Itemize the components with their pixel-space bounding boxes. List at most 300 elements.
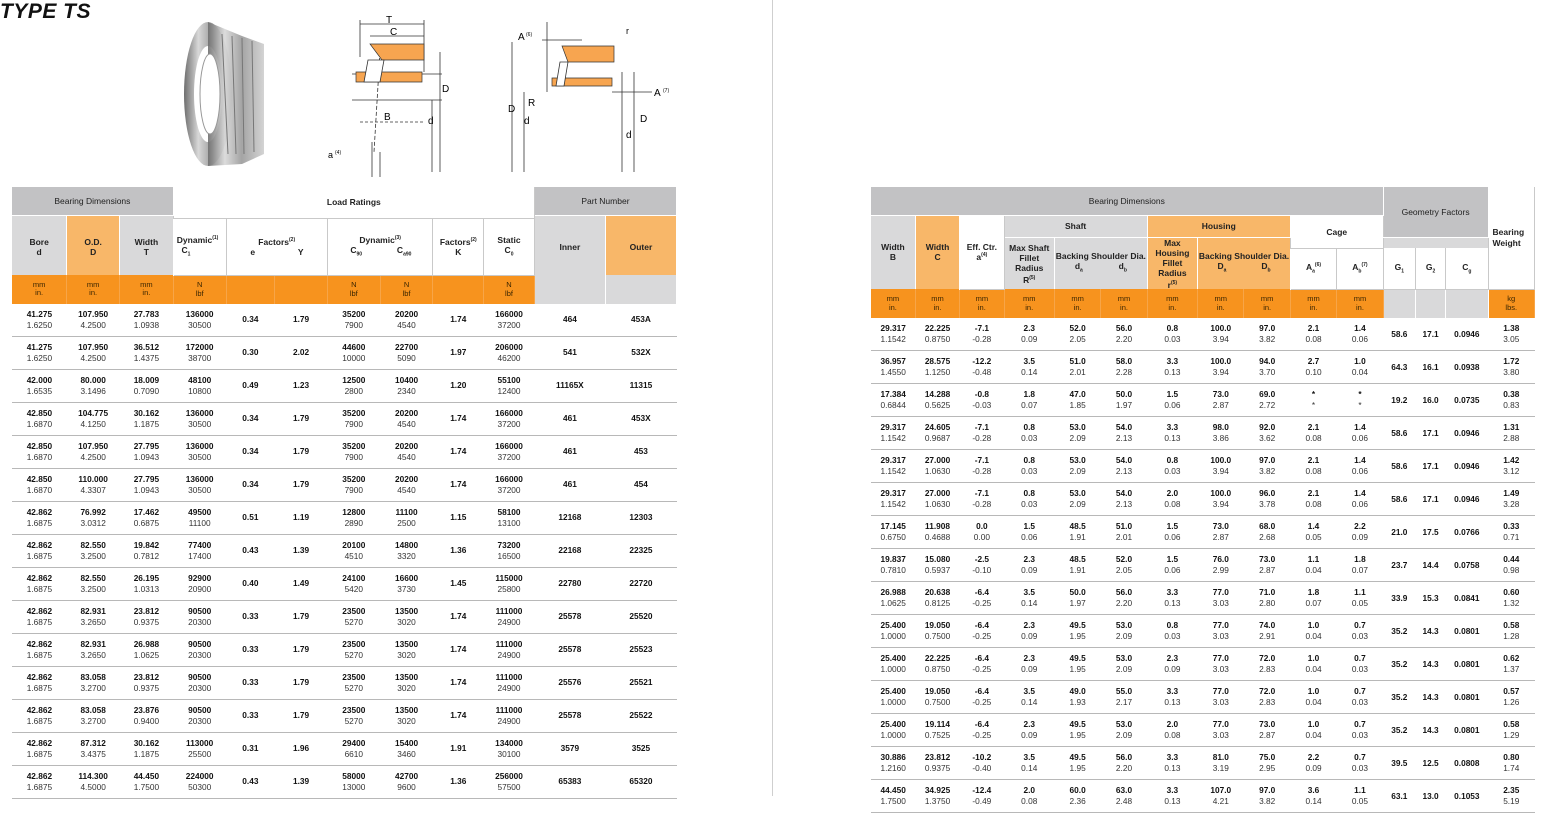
- cell-a: -0.8 -0.03: [960, 383, 1004, 416]
- cell-cg: 0.0758: [1446, 548, 1488, 581]
- cell-g2: 16.1: [1415, 350, 1445, 383]
- cell-static-c0: 115000 25800: [484, 567, 535, 600]
- cell-weight: 1.38 3.05: [1488, 318, 1534, 351]
- cell-weight: 1.42 3.12: [1488, 449, 1534, 482]
- cell-od: 87.312 3.4375: [67, 732, 120, 765]
- cell-od: 82.931 3.2650: [67, 633, 120, 666]
- hdr-G2: $G_2$: [1415, 248, 1445, 289]
- unit-cell: kg lbs.: [1488, 289, 1534, 318]
- cell-k: 1.20: [433, 369, 484, 402]
- cell-a: -7.1 -0.28: [960, 449, 1004, 482]
- cell-inner-part: 461: [534, 402, 605, 435]
- cell-c: 34.925 1.3750: [915, 779, 959, 812]
- cell-g1: 35.2: [1383, 614, 1415, 647]
- cell-y: 1.79: [275, 633, 328, 666]
- cell-e: 0.33: [226, 666, 275, 699]
- cell-db: 56.0 2.20: [1101, 581, 1147, 614]
- table-row: [12, 600, 677, 633]
- cell-da: 47.0 1.85: [1054, 383, 1100, 416]
- cell-od: 82.550 3.2500: [67, 534, 120, 567]
- cell-e: 0.31: [226, 732, 275, 765]
- load-ratings-table: [12, 187, 677, 799]
- unit-cell: mm in.: [67, 275, 120, 304]
- hdr-bearing-dimensions-r: Bearing Dimensions: [871, 187, 1383, 215]
- cell-inner-part: 65383: [534, 765, 605, 798]
- cell-r: 3.5 0.14: [1004, 746, 1054, 779]
- cell-weight: 1.31 2.88: [1488, 416, 1534, 449]
- table-row: [871, 647, 1535, 680]
- cell-c90: 29400 6610: [327, 732, 380, 765]
- cell-db: 54.0 2.13: [1101, 449, 1147, 482]
- cell-g1: 58.6: [1383, 416, 1415, 449]
- label-Da: D: [508, 104, 516, 115]
- unit-cell: mm in.: [1244, 289, 1290, 318]
- cell-k: 1.45: [433, 567, 484, 600]
- cell-a: 0.0 0.00: [960, 515, 1004, 548]
- cell-inner-part: 25578: [534, 600, 605, 633]
- label-Db: D: [640, 114, 648, 125]
- cell-weight: 0.58 1.29: [1488, 713, 1534, 746]
- mounting-diagram: [502, 22, 687, 182]
- cell-c90: 12800 2890: [327, 501, 380, 534]
- cell-ca90: 20200 4540: [380, 435, 433, 468]
- cell-outer-part: 12303: [605, 501, 676, 534]
- table-row: [871, 515, 1535, 548]
- cell-ab: 1.4 0.06: [1337, 416, 1383, 449]
- cell-ca90: 13500 3020: [380, 600, 433, 633]
- cell-r: 1.5 0.06: [1147, 383, 1197, 416]
- cell-outer-part: 25523: [605, 633, 676, 666]
- cell-r: 2.3 0.09: [1004, 614, 1054, 647]
- cell-bore: 42.862 1.6875: [12, 732, 67, 765]
- cell-weight: 0.80 1.74: [1488, 746, 1534, 779]
- cell-da: 77.0 3.03: [1198, 680, 1244, 713]
- unit-cell: [1415, 289, 1445, 318]
- cell-r: 0.8 0.03: [1147, 449, 1197, 482]
- cell-e: 0.33: [226, 633, 275, 666]
- cell-ca90: 14800 3320: [380, 534, 433, 567]
- cell-ca90: 20200 4540: [380, 402, 433, 435]
- cell-ab: 1.1 0.05: [1337, 581, 1383, 614]
- label-db: d: [524, 116, 530, 127]
- unit-cell: mm in.: [1147, 289, 1197, 318]
- cell-y: 1.79: [275, 468, 328, 501]
- cell-cg: 0.0801: [1446, 647, 1488, 680]
- cell-static-c0: 166000 37200: [484, 435, 535, 468]
- cell-db: 53.0 2.09: [1101, 713, 1147, 746]
- cell-db: 54.0 2.13: [1101, 482, 1147, 515]
- unit-cell: N lbf: [484, 275, 535, 304]
- cell-g2: 14.3: [1415, 647, 1445, 680]
- cell-g1: 63.1: [1383, 779, 1415, 812]
- cell-r: 3.3 0.13: [1147, 680, 1197, 713]
- cell-ab: 2.2 0.09: [1337, 515, 1383, 548]
- cell-k: 1.74: [433, 435, 484, 468]
- cell-outer-part: 22720: [605, 567, 676, 600]
- cell-aa: 1.4 0.05: [1290, 515, 1336, 548]
- cell-c90: 58000 13000: [327, 765, 380, 798]
- cell-inner-part: 25576: [534, 666, 605, 699]
- label-Aa: A: [518, 32, 525, 43]
- cell-dynamic-c1: 136000 30500: [173, 435, 226, 468]
- table-row: [12, 336, 677, 369]
- unit-cell: N lbf: [173, 275, 226, 304]
- cell-c90: 44600 10000: [327, 336, 380, 369]
- cell-od: 76.992 3.0312: [67, 501, 120, 534]
- table-row: [12, 732, 677, 765]
- cell-ab: 0.7 0.03: [1337, 680, 1383, 713]
- unit-cell: [1383, 289, 1415, 318]
- cell-r: 3.3 0.13: [1147, 581, 1197, 614]
- cell-r: 3.5 0.14: [1004, 581, 1054, 614]
- cell-weight: 0.62 1.37: [1488, 647, 1534, 680]
- cell-r: 3.5 0.14: [1004, 680, 1054, 713]
- cell-r: 1.5 0.06: [1147, 515, 1197, 548]
- cell-db: 97.0 3.82: [1244, 449, 1290, 482]
- cell-aa: 1.0 0.04: [1290, 713, 1336, 746]
- cell-cg: 0.0808: [1446, 746, 1488, 779]
- cell-e: 0.33: [226, 600, 275, 633]
- cell-c: 24.605 0.9687: [915, 416, 959, 449]
- cell-dynamic-c1: 136000 30500: [173, 304, 226, 337]
- cell-r: 1.5 0.06: [1147, 548, 1197, 581]
- table-row: [12, 304, 677, 337]
- cell-ab: 0.7 0.03: [1337, 614, 1383, 647]
- unit-cell: [605, 275, 676, 304]
- table-row: [871, 746, 1535, 779]
- cell-cg: 0.0841: [1446, 581, 1488, 614]
- hdr-housing: Housing: [1147, 215, 1290, 237]
- cell-g1: 35.2: [1383, 713, 1415, 746]
- cell-a: -6.4 -0.25: [960, 680, 1004, 713]
- cell-k: 1.91: [433, 732, 484, 765]
- cell-aa: 1.1 0.04: [1290, 548, 1336, 581]
- cell-dynamic-c1: 172000 38700: [173, 336, 226, 369]
- cell-a: -12.2 -0.48: [960, 350, 1004, 383]
- unit-cell: mm in.: [12, 275, 67, 304]
- unit-cell: [275, 275, 328, 304]
- cell-width: 27.795 1.0943: [120, 468, 174, 501]
- cell-da: 77.0 3.03: [1198, 647, 1244, 680]
- cell-outer-part: 25521: [605, 666, 676, 699]
- cell-dynamic-c1: 90500 20300: [173, 600, 226, 633]
- table-row: [871, 350, 1535, 383]
- cell-e: 0.30: [226, 336, 275, 369]
- units-row-r: [871, 289, 1535, 318]
- cell-b: 44.450 1.7500: [871, 779, 915, 812]
- cell-bore: 42.862 1.6875: [12, 765, 67, 798]
- cell-db: 68.0 2.68: [1244, 515, 1290, 548]
- cell-da: 49.5 1.95: [1054, 647, 1100, 680]
- cell-k: 1.36: [433, 765, 484, 798]
- cell-aa: 2.7 0.10: [1290, 350, 1336, 383]
- cell-g1: 35.2: [1383, 647, 1415, 680]
- cell-r: 1.5 0.06: [1004, 515, 1054, 548]
- cell-db: 71.0 2.80: [1244, 581, 1290, 614]
- cell-e: 0.34: [226, 435, 275, 468]
- cell-ca90: 42700 9600: [380, 765, 433, 798]
- cell-bore: 42.000 1.6535: [12, 369, 67, 402]
- cell-bore: 41.275 1.6250: [12, 304, 67, 337]
- cell-y: 1.39: [275, 765, 328, 798]
- cell-da: 77.0 3.03: [1198, 713, 1244, 746]
- cell-a: -6.4 -0.25: [960, 614, 1004, 647]
- cell-od: 110.000 4.3307: [67, 468, 120, 501]
- table-row: [871, 318, 1535, 351]
- hdr-static: Static $C_0$: [484, 218, 535, 275]
- dimensions-table: [871, 187, 1535, 813]
- cell-cg: 0.1053: [1446, 779, 1488, 812]
- cell-aa: 2.2 0.09: [1290, 746, 1336, 779]
- hdr-cage: Cage: [1290, 215, 1383, 248]
- cell-da: 48.5 1.91: [1054, 548, 1100, 581]
- cell-outer-part: 453A: [605, 304, 676, 337]
- cell-da: 73.0 2.87: [1198, 515, 1244, 548]
- cell-r: 2.3 0.09: [1147, 647, 1197, 680]
- label-r: r: [626, 26, 629, 36]
- cell-ab: 1.1 0.05: [1337, 779, 1383, 812]
- label-D: D: [442, 84, 450, 95]
- cell-a: -6.4 -0.25: [960, 647, 1004, 680]
- table-row: [12, 501, 677, 534]
- cell-width: 44.450 1.7500: [120, 765, 174, 798]
- hdr-G1: $G_1$: [1383, 248, 1415, 289]
- cell-k: 1.97: [433, 336, 484, 369]
- cell-b: 29.317 1.1542: [871, 416, 915, 449]
- cell-ab: 0.7 0.03: [1337, 713, 1383, 746]
- cell-b: 29.317 1.1542: [871, 449, 915, 482]
- hdr-bore: Bore d: [12, 218, 67, 275]
- cell-c90: 23500 5270: [327, 666, 380, 699]
- cell-c: 19.114 0.7525: [915, 713, 959, 746]
- cell-b: 30.886 1.2160: [871, 746, 915, 779]
- cell-ab: 1.4 0.06: [1337, 449, 1383, 482]
- cell-r: 3.3 0.13: [1147, 779, 1197, 812]
- cell-aa: 3.6 0.14: [1290, 779, 1336, 812]
- table-row: [12, 765, 677, 798]
- cell-k: 1.74: [433, 666, 484, 699]
- cell-outer-part: 532X: [605, 336, 676, 369]
- cell-bore: 42.850 1.6870: [12, 402, 67, 435]
- table-row: [12, 402, 677, 435]
- cell-e: 0.40: [226, 567, 275, 600]
- cell-db: 92.0 3.62: [1244, 416, 1290, 449]
- cell-width: 26.988 1.0625: [120, 633, 174, 666]
- cell-outer-part: 65320: [605, 765, 676, 798]
- cell-b: 17.384 0.6844: [871, 383, 915, 416]
- cell-g2: 14.3: [1415, 713, 1445, 746]
- hdr-bearing-weight: Bearing Weight: [1488, 187, 1534, 289]
- cell-inner-part: 541: [534, 336, 605, 369]
- hdr-backing-shoulder-housing: Backing Shoulder Dia. $D_a$ $D_b$: [1198, 237, 1291, 289]
- cell-outer-part: 3525: [605, 732, 676, 765]
- cell-a: -10.2 -0.40: [960, 746, 1004, 779]
- cell-g1: 19.2: [1383, 383, 1415, 416]
- cell-da: 73.0 2.87: [1198, 383, 1244, 416]
- label-C: C: [390, 27, 398, 38]
- cell-static-c0: 111000 24900: [484, 699, 535, 732]
- cell-ca90: 10400 2340: [380, 369, 433, 402]
- cell-cg: 0.0946: [1446, 482, 1488, 515]
- cell-c: 14.288 0.5625: [915, 383, 959, 416]
- table-row: [12, 468, 677, 501]
- cell-r: 2.3 0.09: [1004, 713, 1054, 746]
- cell-c90: 35200 7900: [327, 402, 380, 435]
- cell-width: 23.812 0.9375: [120, 600, 174, 633]
- cell-bore: 42.862 1.6875: [12, 699, 67, 732]
- cell-dynamic-c1: 48100 10800: [173, 369, 226, 402]
- cell-inner-part: 12168: [534, 501, 605, 534]
- hdr-load-ratings: Load Ratings: [173, 187, 534, 218]
- cell-weight: 0.33 0.71: [1488, 515, 1534, 548]
- cell-da: 100.0 3.94: [1198, 350, 1244, 383]
- cell-inner-part: 464: [534, 304, 605, 337]
- cell-a: -12.4 -0.49: [960, 779, 1004, 812]
- cell-db: 72.0 2.83: [1244, 647, 1290, 680]
- cell-dynamic-c1: 90500 20300: [173, 666, 226, 699]
- label-R: R: [528, 98, 536, 109]
- cell-db: 51.0 2.01: [1101, 515, 1147, 548]
- cell-da: 53.0 2.09: [1054, 416, 1100, 449]
- cell-db: 56.0 2.20: [1101, 746, 1147, 779]
- cell-db: 73.0 2.87: [1244, 548, 1290, 581]
- cell-ca90: 13500 3020: [380, 699, 433, 732]
- cell-db: 58.0 2.28: [1101, 350, 1147, 383]
- cell-da: 81.0 3.19: [1198, 746, 1244, 779]
- cell-cg: 0.0938: [1446, 350, 1488, 383]
- cell-g2: 12.5: [1415, 746, 1445, 779]
- cell-r: 1.8 0.07: [1004, 383, 1054, 416]
- cell-width: 36.512 1.4375: [120, 336, 174, 369]
- cell-db: 50.0 1.97: [1101, 383, 1147, 416]
- unit-cell: N lbf: [380, 275, 433, 304]
- cell-r: 3.5 0.14: [1004, 350, 1054, 383]
- cell-e: 0.34: [226, 304, 275, 337]
- cell-k: 1.74: [433, 468, 484, 501]
- cell-c90: 23500 5270: [327, 600, 380, 633]
- cell-e: 0.34: [226, 402, 275, 435]
- cell-ca90: 22700 5090: [380, 336, 433, 369]
- cell-g1: 58.6: [1383, 449, 1415, 482]
- cell-outer-part: 25520: [605, 600, 676, 633]
- cell-inner-part: 22780: [534, 567, 605, 600]
- cell-y: 1.79: [275, 402, 328, 435]
- cell-r: 3.3 0.13: [1147, 746, 1197, 779]
- label-da: d: [626, 130, 632, 141]
- hdr-width: Width T: [120, 218, 174, 275]
- hdr-backing-shoulder-shaft: Backing Shoulder Dia. $d_a$ $d_b$: [1054, 237, 1147, 289]
- label-a: a: [328, 150, 334, 160]
- cell-dynamic-c1: 90500 20300: [173, 699, 226, 732]
- cell-cg: 0.0946: [1446, 449, 1488, 482]
- cell-inner-part: 22168: [534, 534, 605, 567]
- bearing-photo: [172, 14, 282, 174]
- cell-outer-part: 11315: [605, 369, 676, 402]
- cell-y: 1.96: [275, 732, 328, 765]
- cell-inner-part: 3579: [534, 732, 605, 765]
- table-row: [871, 416, 1535, 449]
- cell-g1: 58.6: [1383, 318, 1415, 351]
- cell-ca90: 11100 2500: [380, 501, 433, 534]
- cell-ca90: 20200 4540: [380, 468, 433, 501]
- cell-inner-part: 11165X: [534, 369, 605, 402]
- cell-c: 15.080 0.5937: [915, 548, 959, 581]
- cell-a: -7.1 -0.28: [960, 482, 1004, 515]
- cell-a: -7.1 -0.28: [960, 416, 1004, 449]
- cell-b: 25.400 1.0000: [871, 713, 915, 746]
- cell-da: 53.0 2.09: [1054, 449, 1100, 482]
- cell-da: 107.0 4.21: [1198, 779, 1244, 812]
- cell-od: 82.550 3.2500: [67, 567, 120, 600]
- cell-aa: 2.1 0.08: [1290, 416, 1336, 449]
- cell-r: 2.0 0.08: [1147, 482, 1197, 515]
- cell-ab: 1.8 0.07: [1337, 548, 1383, 581]
- cell-c90: 20100 4510: [327, 534, 380, 567]
- cell-k: 1.15: [433, 501, 484, 534]
- cell-dynamic-c1: 90500 20300: [173, 633, 226, 666]
- cell-static-c0: 206000 46200: [484, 336, 535, 369]
- cell-width: 30.162 1.1875: [120, 732, 174, 765]
- cell-k: 1.74: [433, 633, 484, 666]
- cell-y: 1.79: [275, 435, 328, 468]
- unit-cell: mm in.: [915, 289, 959, 318]
- table-row: [12, 699, 677, 732]
- cell-cg: 0.0946: [1446, 318, 1488, 351]
- table-row: [871, 581, 1535, 614]
- cell-g2: 17.5: [1415, 515, 1445, 548]
- cell-ca90: 13500 3020: [380, 633, 433, 666]
- cell-b: 36.957 1.4550: [871, 350, 915, 383]
- cell-static-c0: 58100 13100: [484, 501, 535, 534]
- table-row: [12, 435, 677, 468]
- cell-ab: 0.7 0.03: [1337, 746, 1383, 779]
- cell-y: 1.19: [275, 501, 328, 534]
- cell-static-c0: 111000 24900: [484, 666, 535, 699]
- cell-static-c0: 166000 37200: [484, 402, 535, 435]
- cell-aa: 1.8 0.07: [1290, 581, 1336, 614]
- cell-db: 69.0 2.72: [1244, 383, 1290, 416]
- cell-od: 83.058 3.2700: [67, 699, 120, 732]
- cell-dynamic-c1: 113000 25500: [173, 732, 226, 765]
- hdr-eff-ctr: Eff. Ctr. $a^{(4)}$: [960, 215, 1004, 289]
- cell-r: 0.8 0.03: [1004, 449, 1054, 482]
- cell-g2: 14.3: [1415, 614, 1445, 647]
- cell-a: -2.5 -0.10: [960, 548, 1004, 581]
- cell-y: 1.49: [275, 567, 328, 600]
- cell-ca90: 13500 3020: [380, 666, 433, 699]
- cell-weight: 2.35 5.19: [1488, 779, 1534, 812]
- cell-c90: 35200 7900: [327, 468, 380, 501]
- cell-g1: 33.9: [1383, 581, 1415, 614]
- page-gutter: [772, 0, 773, 796]
- cell-k: 1.36: [433, 534, 484, 567]
- cell-dynamic-c1: 49500 11100: [173, 501, 226, 534]
- cell-g1: 64.3: [1383, 350, 1415, 383]
- cell-g1: 21.0: [1383, 515, 1415, 548]
- page-title: TYPE TS: [0, 0, 92, 23]
- cell-ab: * *: [1337, 383, 1383, 416]
- hdr-max-housing-fillet: Max Housing Fillet Radius $r^{(5)}$: [1147, 237, 1197, 289]
- cell-g1: 23.7: [1383, 548, 1415, 581]
- cell-outer-part: 454: [605, 468, 676, 501]
- cell-c: 22.225 0.8750: [915, 318, 959, 351]
- cell-width: 27.795 1.0943: [120, 435, 174, 468]
- cell-ab: 0.7 0.03: [1337, 647, 1383, 680]
- table-row: [871, 548, 1535, 581]
- hdr-dynamic3: Dynamic$^{(3)}$ $C_{90}$ $C_{a90}$: [327, 218, 432, 275]
- cell-ab: 1.0 0.04: [1337, 350, 1383, 383]
- cell-od: 82.931 3.2650: [67, 600, 120, 633]
